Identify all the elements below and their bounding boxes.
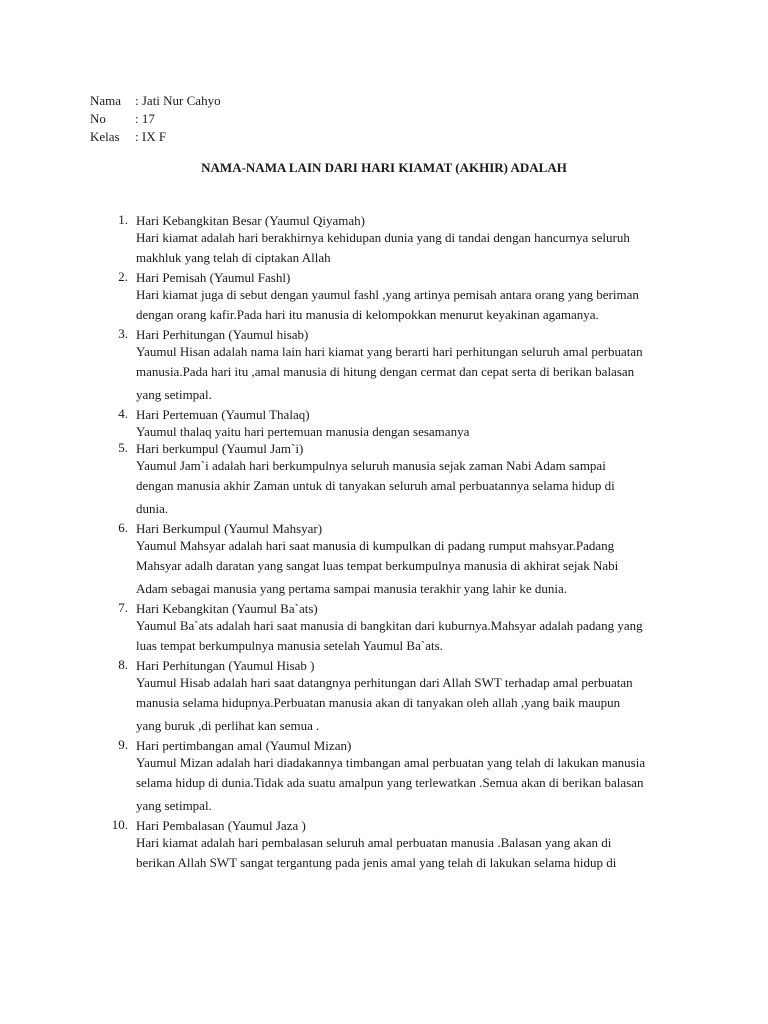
description-line: dunia.: [136, 501, 169, 516]
list-item: [106, 737, 706, 817]
info-value: : 17: [135, 111, 155, 126]
info-value: : Jati Nur Cahyo: [135, 93, 221, 108]
list-item-heading: Hari Berkumpul (Yaumul Mahsyar): [136, 521, 323, 536]
list-item-number: 1.: [118, 212, 128, 227]
list-item-description: [136, 229, 706, 269]
list-item: [106, 212, 706, 269]
list-item-heading: Hari Pembalasan (Yaumul Jaza ): [136, 818, 306, 833]
list-item-description: [136, 617, 706, 657]
list-item: [106, 406, 706, 440]
list-item-description: [136, 457, 706, 520]
description-line: Hari kiamat adalah hari berakhirnya kehidupan dunia yang di tandai dengan hancurnya seluruh: [136, 230, 630, 245]
list-item: [106, 326, 706, 406]
description-line: Yaumul Mahsyar adalah hari saat manusia di kumpulkan di padang rumput mahsyar.Padang: [136, 538, 615, 553]
description-line: Hari kiamat adalah hari pembalasan seluruh amal perbuatan manusia .Balasan yang akan di: [136, 835, 612, 850]
info-label: No: [90, 111, 106, 126]
list-item-number: 2.: [118, 269, 128, 284]
description-line: Hari kiamat juga di sebut dengan yaumul fashl ,yang artinya pemisah antara orang yang beriman: [136, 287, 639, 302]
description-line: Adam sebagai manusia yang pertama sampai manusia terakhir yang lahir ke dunia.: [136, 581, 568, 596]
description-line: yang buruk ,di perlihat kan semua .: [136, 718, 320, 733]
list-item-heading: Hari Perhitungan (Yaumul hisab): [136, 327, 309, 342]
student-info: [90, 92, 221, 146]
list-item-description: [136, 674, 706, 737]
description-line: makhluk yang telah di ciptakan Allah: [136, 250, 331, 265]
description-line: Yaumul Hisab adalah hari saat datangnya perhitungan dari Allah SWT terhadap amal perbuatan: [136, 675, 633, 690]
list-item-description: [136, 834, 706, 874]
list-item-number: 4.: [118, 406, 128, 421]
description-line: Yaumul Ba`ats adalah hari saat manusia di bangkitan dari kuburnya.Mahsyar adalah padang yang: [136, 618, 643, 633]
numbered-list: [106, 212, 706, 874]
description-line: luas tempat berkumpulnya manusia setelah Yaumul Ba`ats.: [136, 638, 443, 653]
info-label: Kelas: [90, 129, 120, 144]
list-item-number: 5.: [118, 440, 128, 455]
list-item-number: 7.: [118, 600, 128, 615]
list-item-description: [136, 537, 706, 600]
description-line: yang setimpal.: [136, 798, 212, 813]
list-item-description: [136, 286, 706, 326]
info-value: : IX F: [135, 129, 167, 144]
list-item: [106, 817, 706, 874]
description-line: yang setimpal.: [136, 387, 212, 402]
list-item-heading: Hari Kebangkitan (Yaumul Ba`ats): [136, 601, 318, 616]
list-item-heading: Hari Perhitungan (Yaumul Hisab ): [136, 658, 315, 673]
description-line: Yaumul Hisan adalah nama lain hari kiamat yang berarti hari perhitungan seluruh amal perbuatan: [136, 344, 643, 359]
list-item: [106, 520, 706, 600]
list-item-description: [136, 754, 706, 817]
info-row-class: [90, 128, 221, 146]
description-line: dengan orang kafir.Pada hari itu manusia di kelompokkan menurut keyakinan agamanya.: [136, 307, 599, 322]
description-line: manusia.Pada hari itu ,amal manusia di hitung dengan cermat dan cepat serta di berikan balasan: [136, 364, 635, 379]
description-line: Yaumul Jam`i adalah hari berkumpulnya seluruh manusia sejak zaman Nabi Adam sampai: [136, 458, 606, 473]
description-line: Yaumul thalaq yaitu hari pertemuan manusia dengan sesamanya: [136, 424, 470, 439]
list-item: [106, 269, 706, 326]
info-row-number: [90, 110, 221, 128]
info-label: Nama: [90, 93, 122, 108]
list-item-description: [136, 343, 706, 406]
list-item-description: [136, 423, 706, 440]
list-item-heading: Hari pertimbangan amal (Yaumul Mizan): [136, 738, 352, 753]
list-item-number: 9.: [118, 737, 128, 752]
list-item-number: 6.: [118, 520, 128, 535]
list-item-number: 10.: [111, 817, 128, 832]
description-line: berikan Allah SWT sangat tergantung pada jenis amal yang telah di lakukan selama hidup di: [136, 855, 617, 870]
list-item-heading: Hari Kebangkitan Besar (Yaumul Qiyamah): [136, 213, 366, 228]
list-item: [106, 440, 706, 520]
list-item-heading: Hari Pertemuan (Yaumul Thalaq): [136, 407, 310, 422]
description-line: Yaumul Mizan adalah hari diadakannya timbangan amal perbuatan yang telah di lakukan manusia: [136, 755, 646, 770]
description-line: dengan manusia akhir Zaman untuk di tanyakan seluruh amal perbuatannya selama hidup di: [136, 478, 615, 493]
list-item-number: 3.: [118, 326, 128, 341]
info-row-name: [90, 92, 221, 110]
list-item-number: 8.: [118, 657, 128, 672]
description-line: manusia selama hidupnya.Perbuatan manusia akan di tanyakan oleh allah ,yang baik maupun: [136, 695, 621, 710]
description-line: selama hidup di dunia.Tidak ada suatu amalpun yang terlewatkan .Semua akan di berikan balasan: [136, 775, 644, 790]
document-title: NAMA-NAMA LAIN DARI HARI KIAMAT (AKHIR) ADALAH: [201, 160, 567, 175]
list-item: [106, 657, 706, 737]
description-line: Mahsyar adalh daratan yang sangat luas tempat berkumpulnya manusia di akhirat sejak Nabi: [136, 558, 619, 573]
list-item-heading: Hari berkumpul (Yaumul Jam`i): [136, 441, 304, 456]
list-item: [106, 600, 706, 657]
list-item-heading: Hari Pemisah (Yaumul Fashl): [136, 270, 291, 285]
